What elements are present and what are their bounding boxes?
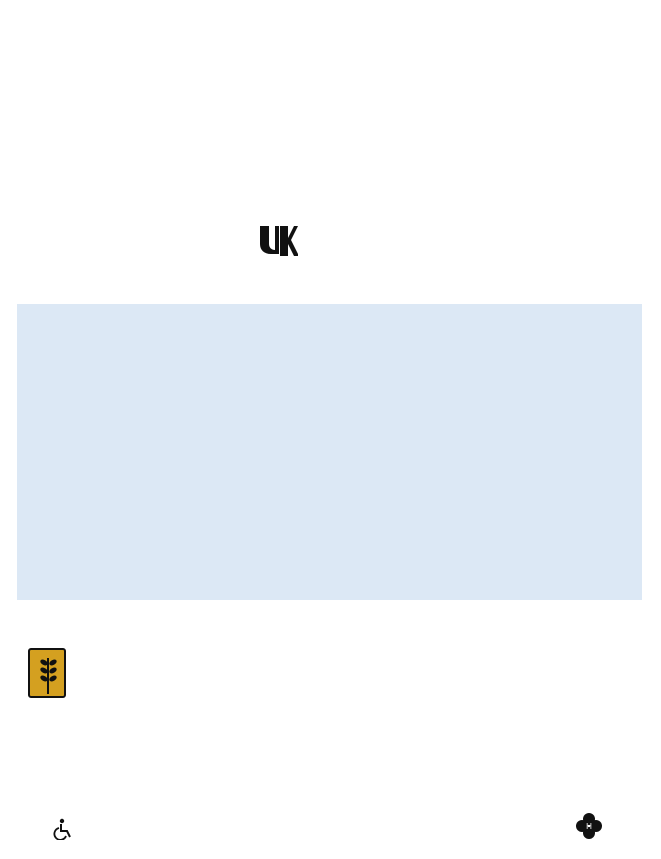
4h-clover-icon: [575, 812, 603, 840]
venue-block: [300, 620, 630, 622]
small-grain-growers-logo: [28, 648, 213, 698]
wheat-icon: [28, 648, 66, 698]
uk-wheat-science-logo: [258, 222, 398, 294]
topics-panel: [17, 304, 642, 600]
wheat-image-top: [0, 0, 430, 215]
ukag-extension-logo: [505, 812, 555, 844]
accessibility-icon: [52, 818, 76, 840]
wheat-image-bottom: [330, 690, 661, 815]
uk-logo-icon: [258, 224, 298, 258]
svg-text:H: H: [586, 822, 592, 831]
